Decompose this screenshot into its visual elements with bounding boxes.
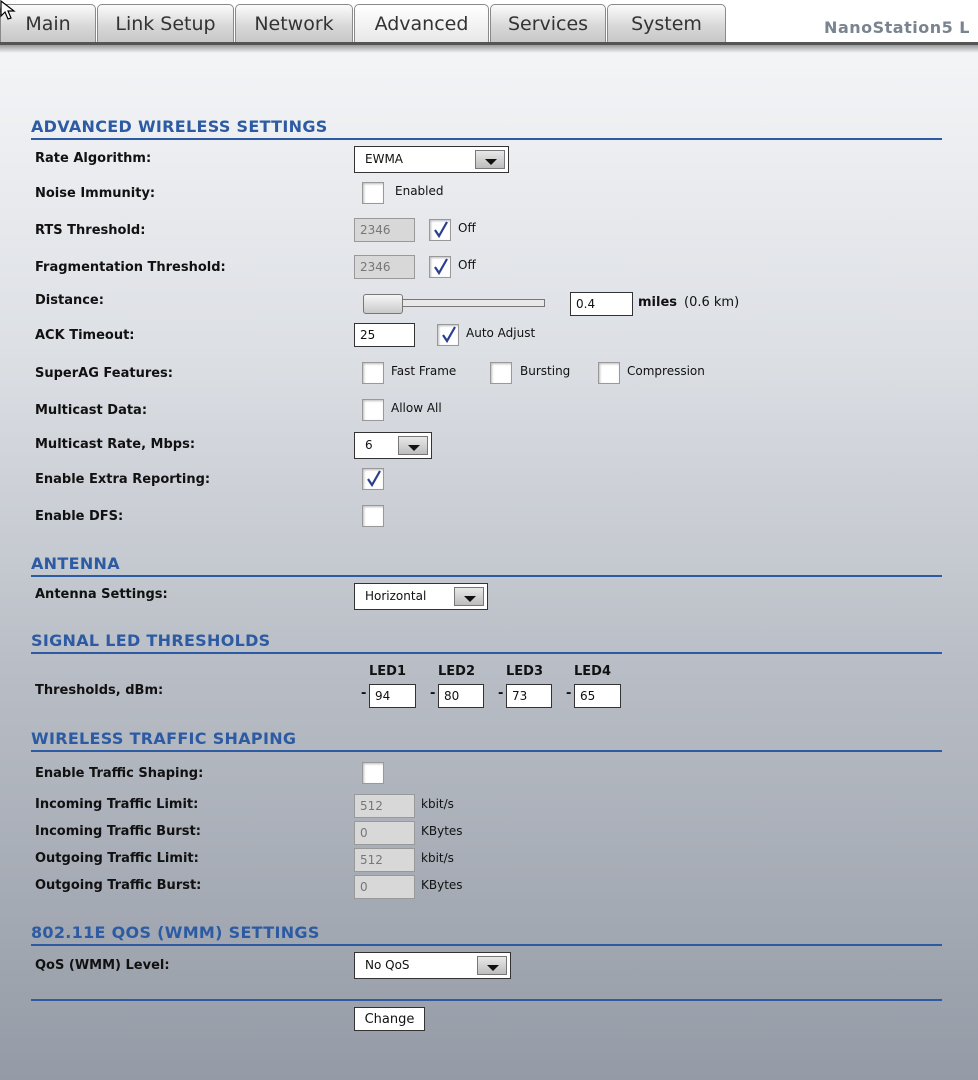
rts-threshold-input[interactable]: 2346 <box>354 218 415 242</box>
checkmark-icon <box>432 221 450 239</box>
incoming-limit-input[interactable]: 512 <box>354 794 415 818</box>
panel-shadow <box>0 45 978 53</box>
incoming-limit-unit: kbit/s <box>421 797 454 811</box>
led3-header: LED3 <box>506 664 544 679</box>
multicast-allow-all-checkbox[interactable] <box>362 399 384 421</box>
rate-algorithm-select[interactable] <box>354 146 509 173</box>
multicast-allow-all-label: Allow All <box>391 401 442 415</box>
rate-algorithm-value: EWMA <box>365 152 404 166</box>
section-rule <box>31 750 942 752</box>
checkmark-icon <box>440 326 458 344</box>
section-qos-title: 802.11E QOS (WMM) SETTINGS <box>31 923 320 942</box>
qos-level-label: QoS (WMM) Level: <box>35 958 170 973</box>
tab-services[interactable]: Services <box>490 4 606 42</box>
distance-unit: miles <box>638 295 678 310</box>
section-advanced-title: ADVANCED WIRELESS SETTINGS <box>31 117 328 136</box>
fragmentation-off-checkbox[interactable] <box>429 256 451 278</box>
enable-dfs-checkbox[interactable] <box>362 505 384 527</box>
noise-immunity-checkbox[interactable] <box>362 182 384 204</box>
extra-reporting-label: Enable Extra Reporting: <box>35 472 211 487</box>
fast-frame-checkbox[interactable] <box>362 362 384 384</box>
fragmentation-threshold-input[interactable]: 2346 <box>354 255 415 279</box>
outgoing-burst-label: Outgoing Traffic Burst: <box>35 878 202 893</box>
outgoing-limit-unit: kbit/s <box>421 851 454 865</box>
tab-bar <box>0 0 978 44</box>
tab-system[interactable]: System <box>607 4 726 42</box>
section-rule <box>31 652 942 654</box>
chevron-down-icon <box>398 436 428 455</box>
section-shaping-title: WIRELESS TRAFFIC SHAPING <box>31 729 297 748</box>
led1-input[interactable]: 94 <box>369 684 416 708</box>
ack-auto-adjust-checkbox[interactable] <box>437 324 459 346</box>
checkmark-icon <box>432 258 450 276</box>
chevron-down-icon <box>477 956 507 975</box>
extra-reporting-checkbox[interactable] <box>362 468 384 490</box>
incoming-limit-label: Incoming Traffic Limit: <box>35 797 199 812</box>
qos-level-select[interactable] <box>354 952 511 979</box>
bursting-checkbox[interactable] <box>490 362 512 384</box>
footer-rule <box>31 999 942 1001</box>
noise-immunity-label: Noise Immunity: <box>35 186 156 201</box>
ack-auto-adjust-label: Auto Adjust <box>466 326 536 340</box>
outgoing-burst-input[interactable]: 0 <box>354 875 415 899</box>
device-name: NanoStation5 L <box>824 18 970 37</box>
led4-dash: - <box>566 686 572 701</box>
ack-timeout-label: ACK Timeout: <box>35 328 135 343</box>
rate-algorithm-label: Rate Algorithm: <box>35 151 152 166</box>
multicast-rate-label: Multicast Rate, Mbps: <box>35 437 196 452</box>
distance-slider-handle[interactable] <box>363 294 403 314</box>
led4-header: LED4 <box>574 664 612 679</box>
led3-input[interactable]: 73 <box>506 684 552 708</box>
tab-network[interactable]: Network <box>235 4 353 42</box>
tab-main[interactable]: Main <box>0 4 96 42</box>
led2-dash: - <box>430 686 436 701</box>
led1-dash: - <box>361 686 367 701</box>
led2-header: LED2 <box>438 664 476 679</box>
led4-input[interactable]: 65 <box>574 684 621 708</box>
bursting-label: Bursting <box>520 364 571 378</box>
cursor-icon <box>0 0 22 22</box>
led3-dash: - <box>498 686 504 701</box>
led-thresholds-label: Thresholds, dBm: <box>35 683 164 698</box>
rts-threshold-label: RTS Threshold: <box>35 223 146 238</box>
antenna-settings-value: Horizontal <box>365 589 427 603</box>
tab-link-setup[interactable]: Link Setup <box>97 4 234 42</box>
enable-traffic-shaping-label: Enable Traffic Shaping: <box>35 766 204 781</box>
led2-input[interactable]: 80 <box>438 684 484 708</box>
enable-dfs-label: Enable DFS: <box>35 509 124 524</box>
noise-immunity-option: Enabled <box>395 184 444 198</box>
rts-off-checkbox[interactable] <box>429 219 451 241</box>
incoming-burst-unit: KBytes <box>421 824 463 838</box>
outgoing-limit-input[interactable]: 512 <box>354 848 415 872</box>
chevron-down-icon <box>454 587 484 606</box>
section-antenna-title: ANTENNA <box>31 554 120 573</box>
checkmark-icon <box>365 470 383 488</box>
distance-km: (0.6 km) <box>684 295 740 310</box>
ack-timeout-input[interactable]: 25 <box>354 323 415 347</box>
multicast-data-label: Multicast Data: <box>35 403 148 418</box>
multicast-rate-select[interactable] <box>354 432 432 459</box>
section-led-title: SIGNAL LED THRESHOLDS <box>31 631 271 650</box>
led1-header: LED1 <box>369 664 407 679</box>
compression-checkbox[interactable] <box>598 362 620 384</box>
outgoing-limit-label: Outgoing Traffic Limit: <box>35 851 199 866</box>
antenna-settings-label: Antenna Settings: <box>35 587 168 602</box>
section-rule <box>31 944 942 946</box>
qos-level-value: No QoS <box>365 958 410 972</box>
antenna-settings-select[interactable] <box>354 583 488 610</box>
multicast-rate-value: 6 <box>365 438 373 452</box>
fast-frame-label: Fast Frame <box>391 364 457 378</box>
outgoing-burst-unit: KBytes <box>421 878 463 892</box>
fragmentation-off-label: Off <box>458 258 476 272</box>
enable-traffic-shaping-checkbox[interactable] <box>362 762 384 784</box>
distance-input[interactable]: 0.4 <box>570 292 633 316</box>
fragmentation-threshold-label: Fragmentation Threshold: <box>35 260 226 275</box>
incoming-burst-label: Incoming Traffic Burst: <box>35 824 201 839</box>
superag-label: SuperAG Features: <box>35 366 173 381</box>
rts-off-label: Off <box>458 221 476 235</box>
section-rule <box>31 138 942 140</box>
change-button[interactable]: Change <box>354 1007 425 1031</box>
chevron-down-icon <box>475 150 505 169</box>
section-rule <box>31 575 942 577</box>
compression-label: Compression <box>627 364 705 378</box>
incoming-burst-input[interactable]: 0 <box>354 821 415 845</box>
distance-label: Distance: <box>35 293 104 308</box>
tab-advanced[interactable]: Advanced <box>354 4 489 42</box>
